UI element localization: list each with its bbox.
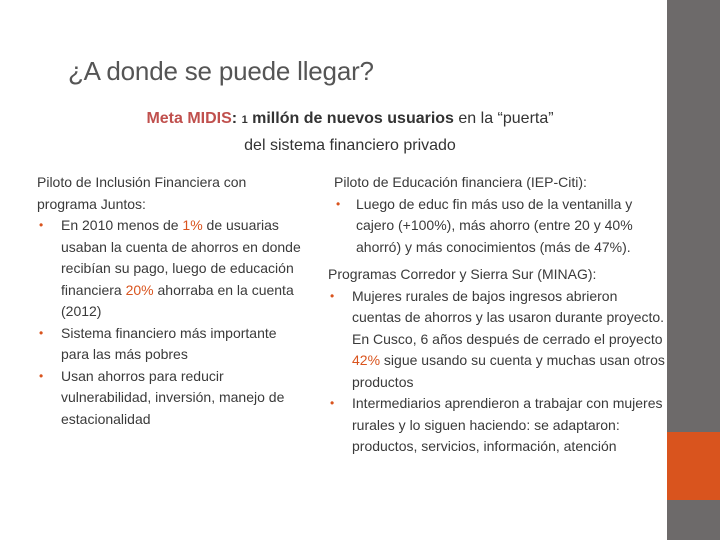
subtitle-rest: en la “puerta” (453, 110, 554, 127)
right-intro-2: Programas Corredor y Sierra Sur (MINAG): (328, 266, 597, 282)
subtitle-line2: del sistema financiero privado (244, 137, 456, 154)
left-bullet-list (37, 215, 302, 430)
slide-subtitle (60, 106, 640, 159)
right-bullet-1: • Luego de educ fin más uso de la ventanilla y cajero (+100%), más ahorro (entre 20 y 40% ahorró) y más conocimientos (más de 47%). (328, 194, 666, 259)
right-bullet-list-1 (328, 194, 666, 259)
right-column (328, 172, 666, 458)
subtitle-colon: : (231, 110, 242, 127)
left-bullet-2: • Sistema financiero más importante para las más pobres (37, 323, 302, 366)
right-bullet-2 (328, 286, 666, 394)
left-bullet-1-text-b: de usuarias usaban la cuenta de ahorros en donde recibían su pago, luego de educación financiera (61, 217, 301, 298)
left-bullet-1-text-a: En 2010 menos de (61, 217, 183, 233)
right-bullet-2-text-b: sigue usando su cuenta y muchas usan otros productos (352, 352, 665, 390)
left-bullet-1-text-c: ahorraba en la cuenta (2012) (61, 281, 294, 319)
subtitle-bold: millón de nuevos usuarios (247, 110, 454, 127)
right-bullet-list-2 (328, 286, 666, 458)
subtitle-number: 1 (241, 114, 248, 126)
right-bullet-3: • Intermediarios aprendieron a trabajar con mujeres rurales y lo siguen haciendo: se adaptaron: productos, servicios, información, atención (328, 393, 666, 458)
left-bullet-1-highlight-b: 20% (125, 281, 154, 298)
left-bullet-1-highlight-a: 1% (182, 217, 203, 233)
left-column (37, 172, 302, 430)
left-bullet-1 (37, 215, 302, 323)
slide-title: ¿A donde se puede llegar? (68, 56, 374, 86)
left-intro: Piloto de Inclusión Financiera con programa Juntos: (37, 174, 247, 212)
right-bullet-2-highlight: 42% (352, 352, 381, 368)
sidebar-accent-block (667, 432, 720, 500)
right-bullet-2-text-a: Mujeres rurales de bajos ingresos abrieron cuentas de ahorros y las usaron durante proyecto. En Cusco, 6 años después de cerrado el proyecto (352, 287, 665, 347)
subtitle-meta: Meta MIDIS (146, 110, 232, 127)
right-intro-1: Piloto de Educación financiera (IEP-Citi): (334, 174, 587, 190)
left-bullet-3: • Usan ahorros para reducir vulnerabilidad, inversión, manejo de estacionalidad (37, 366, 302, 431)
